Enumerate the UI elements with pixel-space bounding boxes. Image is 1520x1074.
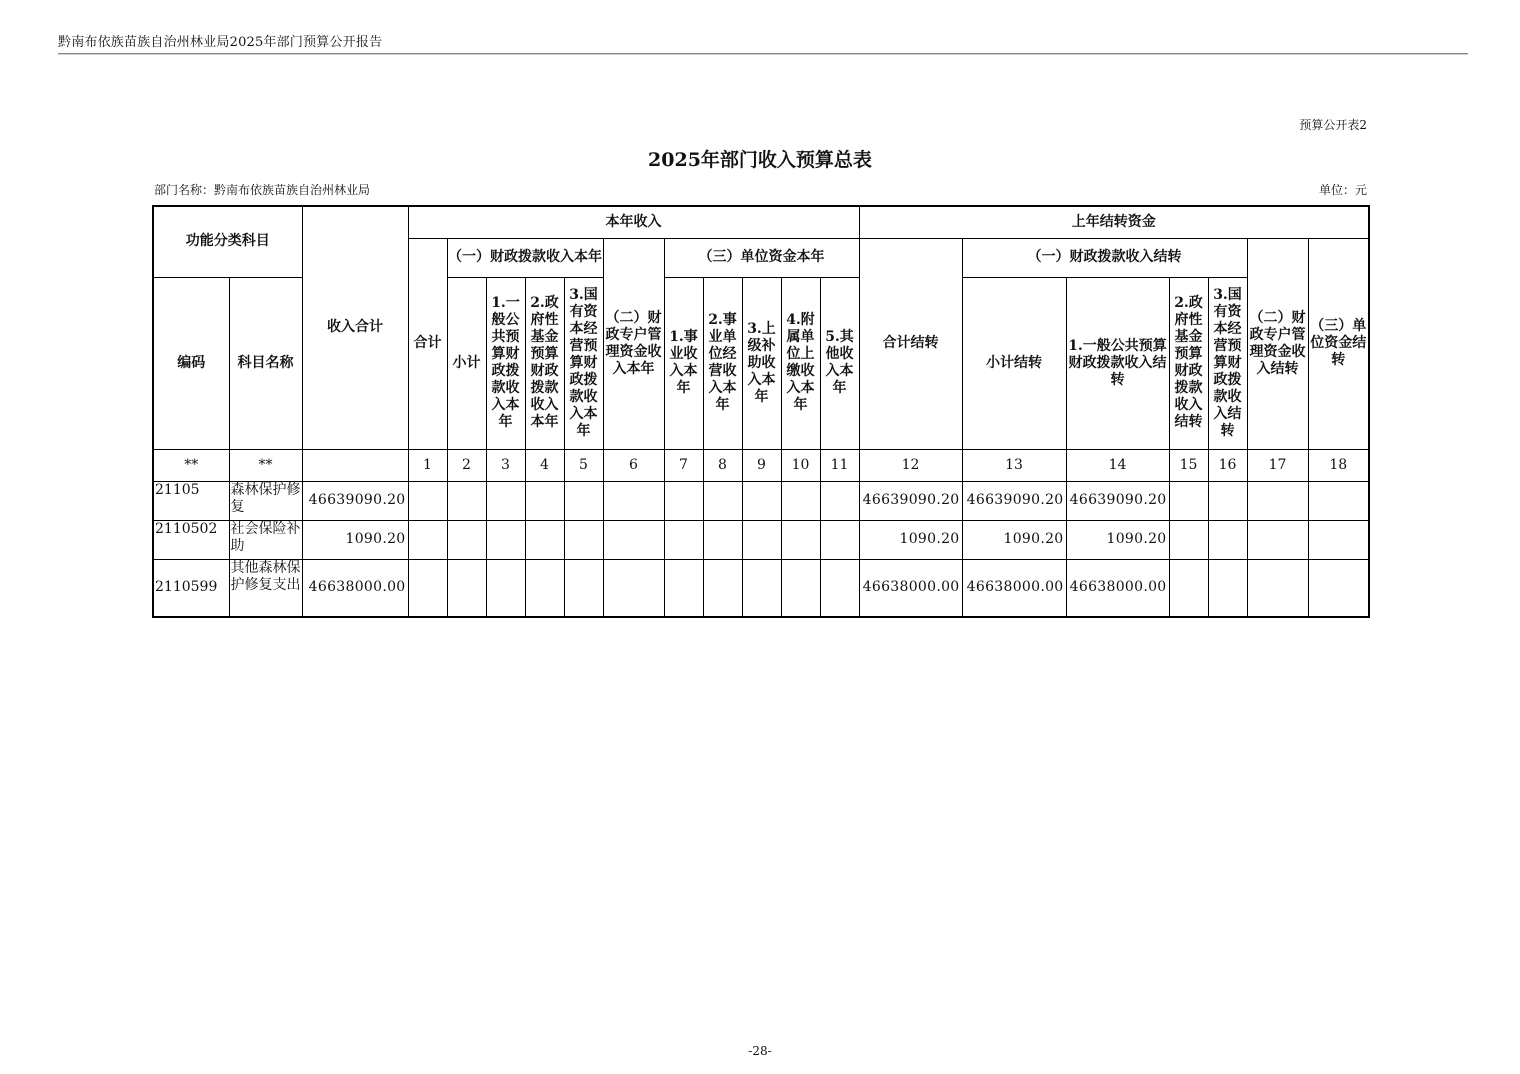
index-cell: 18 [1308, 449, 1369, 481]
income-budget-table [152, 205, 1370, 618]
index-cell: 16 [1208, 449, 1247, 481]
cell-fiscal-subtotal [447, 559, 486, 617]
cell-subsidy-income [742, 559, 781, 617]
cell-other-income [820, 520, 859, 559]
cell-carry-gov-fund [1169, 520, 1208, 559]
cell-operating-income [703, 520, 742, 559]
index-cell: 11 [820, 449, 859, 481]
cell-business-income [664, 481, 703, 520]
cell-operating-income [703, 559, 742, 617]
header-current-total: 合计 [408, 238, 447, 449]
running-header: 黔南布依族苗族自治州林业局2025年部门预算公开报告 [58, 35, 383, 50]
header-carry-state-capital: 3.国有资本经营预算财政拨款收入结转 [1208, 277, 1247, 449]
index-cell: 12 [859, 449, 962, 481]
cell-carry-general: 46638000.00 [1066, 559, 1169, 617]
cell-current-total [408, 559, 447, 617]
cell-carry-subtotal: 46639090.20 [962, 481, 1066, 520]
cell-general-public [486, 481, 525, 520]
cell-income-total: 46639090.20 [302, 481, 408, 520]
index-cell: 17 [1247, 449, 1308, 481]
header-general-public: 1.一般公共预算财政拨款收入本年 [486, 277, 525, 449]
cell-carry-special [1247, 481, 1308, 520]
header-divider [58, 53, 1468, 55]
cell-gov-fund [525, 481, 564, 520]
index-cell: 4 [525, 449, 564, 481]
index-cell: 2 [447, 449, 486, 481]
cell-operating-income [703, 481, 742, 520]
index-cell: 9 [742, 449, 781, 481]
row-subject-name: 社会保险补助 [229, 520, 302, 559]
index-cell: 6 [603, 449, 664, 481]
unit-label: 单位：元 [1318, 183, 1367, 197]
cell-carry-total: 46639090.20 [859, 481, 962, 520]
cell-income-total: 1090.20 [302, 520, 408, 559]
index-cell: 8 [703, 449, 742, 481]
cell-carry-total: 46638000.00 [859, 559, 962, 617]
cell-business-income [664, 520, 703, 559]
index-cell: ** [229, 449, 302, 481]
cell-general-public [486, 559, 525, 617]
cell-gov-fund [525, 559, 564, 617]
cell-carry-special [1247, 559, 1308, 617]
index-cell: 10 [781, 449, 820, 481]
cell-carry-state-capital [1208, 481, 1247, 520]
cell-carry-gov-fund [1169, 481, 1208, 520]
cell-carry-state-capital [1208, 559, 1247, 617]
cell-current-total [408, 520, 447, 559]
header-subject-name: 科目名称 [229, 277, 302, 449]
index-cell: ** [153, 449, 229, 481]
cell-business-income [664, 559, 703, 617]
header-affiliated-income: 4.附属单位上缴收入本年 [781, 277, 820, 449]
cell-carry-total: 1090.20 [859, 520, 962, 559]
cell-carry-state-capital [1208, 520, 1247, 559]
header-fiscal-subtotal: 小计 [447, 277, 486, 449]
cell-gov-fund [525, 520, 564, 559]
cell-other-income [820, 559, 859, 617]
cell-state-capital [564, 559, 603, 617]
cell-carry-general: 46639090.20 [1066, 481, 1169, 520]
row-code: 2110502 [153, 520, 229, 559]
header-carry-fiscal: （一）财政拨款收入结转 [962, 238, 1247, 277]
cell-affiliated-income [781, 520, 820, 559]
header-operating-income: 2.事业单位经营收入本年 [703, 277, 742, 449]
cell-carry-subtotal: 1090.20 [962, 520, 1066, 559]
row-code: 21105 [153, 481, 229, 520]
index-cell: 3 [486, 449, 525, 481]
cell-income-total: 46638000.00 [302, 559, 408, 617]
index-cell: 5 [564, 449, 603, 481]
header-other-income: 5.其他收入本年 [820, 277, 859, 449]
cell-carry-unit [1308, 520, 1369, 559]
header-prior-carryover: 上年结转资金 [859, 206, 1369, 238]
cell-fiscal-subtotal [447, 520, 486, 559]
header-carry-unit: （三）单位资金结转 [1308, 238, 1369, 449]
header-carry-gov-fund: 2.政府性基金预算财政拨款收入结转 [1169, 277, 1208, 449]
cell-fiscal-subtotal [447, 481, 486, 520]
header-income-total: 收入合计 [302, 206, 408, 449]
index-cell: 13 [962, 449, 1066, 481]
cell-subsidy-income [742, 520, 781, 559]
index-cell [302, 449, 408, 481]
header-code: 编码 [153, 277, 229, 449]
cell-subsidy-income [742, 481, 781, 520]
index-cell: 1 [408, 449, 447, 481]
cell-state-capital [564, 520, 603, 559]
row-code: 2110599 [153, 559, 229, 617]
cell-special-account [603, 481, 664, 520]
table-row [153, 520, 1369, 559]
cell-carry-gov-fund [1169, 559, 1208, 617]
cell-affiliated-income [781, 481, 820, 520]
header-special-account: （二）财政专户管理资金收入本年 [603, 238, 664, 449]
header-state-capital: 3.国有资本经营预算财政拨款收入本年 [564, 277, 603, 449]
header-carry-special: （二）财政专户管理资金收入结转 [1247, 238, 1308, 449]
cell-affiliated-income [781, 559, 820, 617]
header-current-income: 本年收入 [408, 206, 859, 238]
row-subject-name: 其他森林保护修复支出 [229, 559, 302, 617]
cell-current-total [408, 481, 447, 520]
header-func-class: 功能分类科目 [153, 206, 302, 277]
cell-special-account [603, 520, 664, 559]
cell-carry-general: 1090.20 [1066, 520, 1169, 559]
cell-state-capital [564, 481, 603, 520]
table-number: 预算公开表2 [1299, 118, 1367, 132]
header-business-income: 1.事业收入本年 [664, 277, 703, 449]
cell-other-income [820, 481, 859, 520]
department-name: 部门名称：黔南布依族苗族自治州林业局 [154, 183, 371, 197]
header-carry-total: 合计结转 [859, 238, 962, 449]
table-row [153, 481, 1369, 520]
document-title: 2025年部门收入预算总表 [648, 149, 872, 171]
row-subject-name: 森林保护修复 [229, 481, 302, 520]
index-cell: 7 [664, 449, 703, 481]
page-number: -28- [748, 1044, 772, 1058]
cell-special-account [603, 559, 664, 617]
header-carry-subtotal: 小计结转 [962, 277, 1066, 449]
column-index-row [153, 449, 1369, 481]
cell-general-public [486, 520, 525, 559]
index-cell: 14 [1066, 449, 1169, 481]
header-fiscal-alloc: （一）财政拨款收入本年 [447, 238, 603, 277]
header-unit-funds: （三）单位资金本年 [664, 238, 859, 277]
cell-carry-subtotal: 46638000.00 [962, 559, 1066, 617]
header-carry-general: 1.一般公共预算财政拨款收入结转 [1066, 277, 1169, 449]
table-row [153, 559, 1369, 617]
header-gov-fund: 2.政府性基金预算财政拨款收入本年 [525, 277, 564, 449]
cell-carry-unit [1308, 559, 1369, 617]
header-subsidy-income: 3.上级补助收入本年 [742, 277, 781, 449]
cell-carry-unit [1308, 481, 1369, 520]
index-cell: 15 [1169, 449, 1208, 481]
cell-carry-special [1247, 520, 1308, 559]
